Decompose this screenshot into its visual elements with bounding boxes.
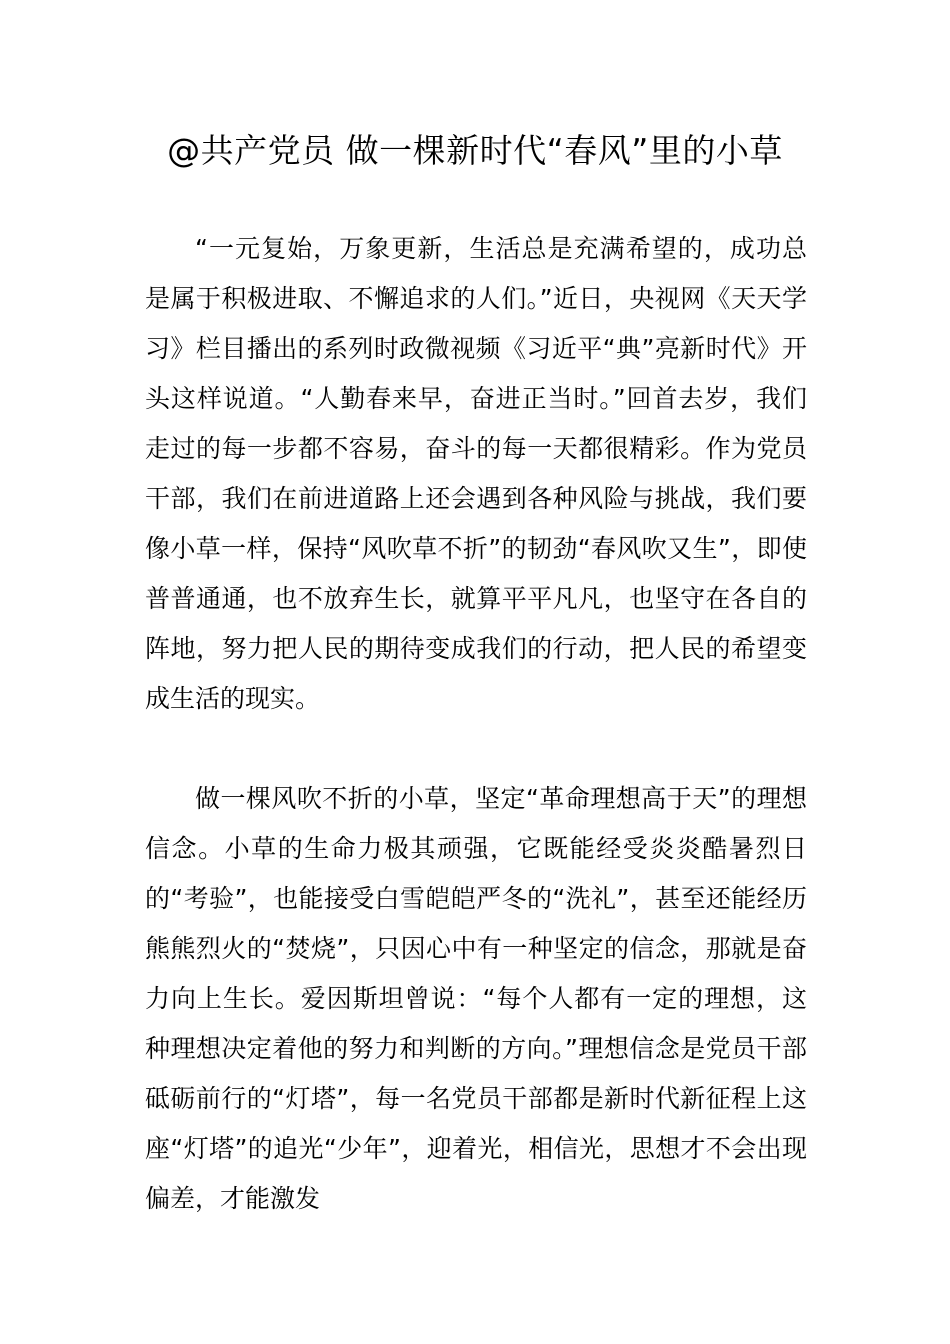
paragraph-1: “一元复始，万象更新，生活总是充满希望的，成功总是属于积极进取、不懈追求的人们。”近日，央视网《天天学习》栏目播出的系列时政微视频《习近平“典”亮新时代》开头这样说道。“人勤春来早，奋进正当时。”回首去岁，我们走过的每一步都不容易，奋斗的每一天都很精彩。作为党员干部，我们在前进道路上还会遇到各种风险与挑战，我们要像小草一样，保持“风吹草不折”的韧劲“春风吹又生”，即使普普通通，也不放弃生长，就算平平凡凡，也坚守在各自的阵地，努力把人民的期待变成我们的行动，把人民的希望变成生活的现实。 (145, 234, 807, 713)
document-title: @共产党员 做一棵新时代“春风”里的小草 (167, 131, 783, 170)
paragraph-2: 做一棵风吹不折的小草，坚定“革命理想高于天”的理想信念。小草的生命力极其顽强，它既能经受炎炎酷暑烈日的“考验”，也能接受白雪皑皑严冬的“洗礼”，甚至还能经历熊熊烈火的“焚烧”，只因心中有一种坚定的信念，那就是奋力向上生长。爱因斯坦曾说：“每个人都有一定的理想，这种理想决定着他的努力和判断的方向。”理想信念是党员干部砥砺前行的“灯塔”，每一名党员干部都是新时代新征程上这座“灯塔”的追光“少年”，迎着光，相信光，思想才不会出现偏差，才能激发 (145, 784, 807, 1213)
